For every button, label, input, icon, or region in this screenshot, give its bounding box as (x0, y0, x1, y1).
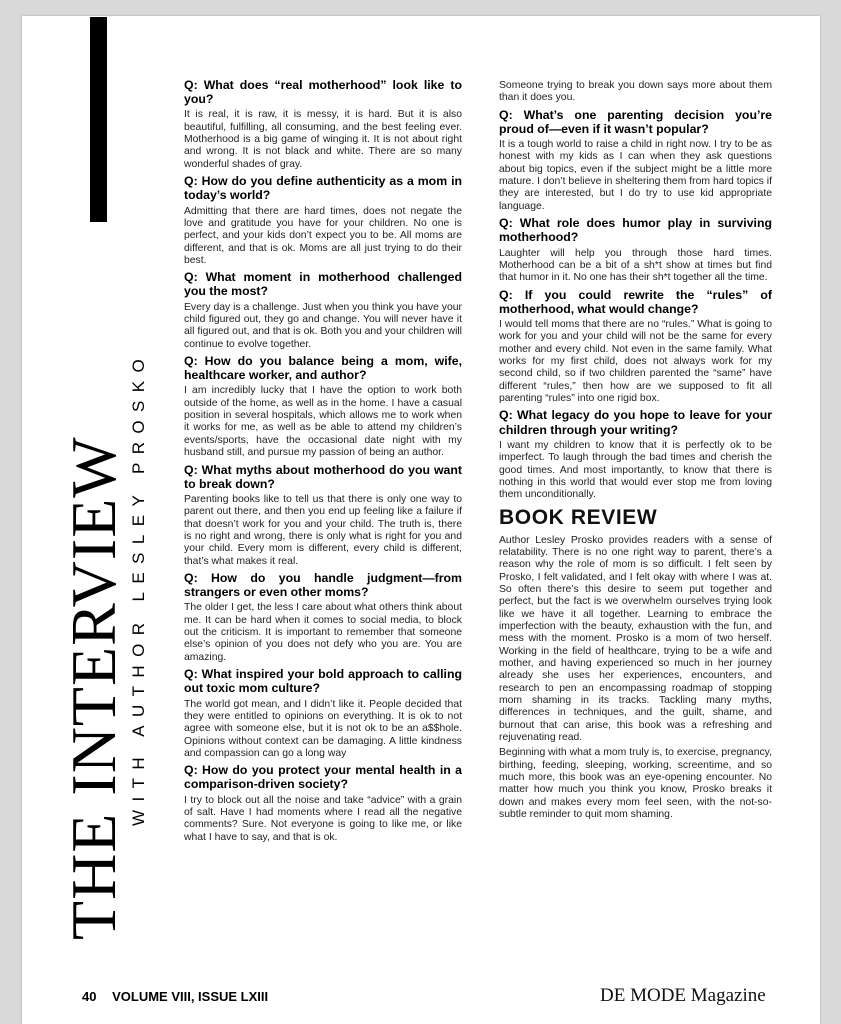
question: Q: What moment in motherhood challenged you the most? (184, 270, 462, 299)
question: Q: What’s one parenting decision you’re proud of—even if it wasn’t popular? (499, 107, 772, 136)
question: Q: If you could rewrite the “rules” of motherhood, what would change? (499, 287, 772, 316)
answer: I would tell moms that there are no “rules.” What is going to work for you and your child will not be the same for every mother and every child. Not even in the same family. What works for my first child, does not always work for my second child, so if two children parented the “same” have different “rules,” then how are we supposed to fit all parenting “rules” into one rigid box. (499, 319, 772, 405)
answer: Admitting that there are hard times, does not negate the love and gratitude you have for your children. No one is perfect, and your kids don’t expect you to be. All moms are different, and that is ok. Moms are all just trying to do their best. (184, 205, 462, 266)
qa-item (184, 667, 462, 760)
question: Q: How do you handle judgment—from strangers or even other moms? (184, 570, 462, 600)
qa-item (499, 408, 772, 501)
question: Q: How do you balance being a mom, wife, healthcare worker, and author? (184, 354, 462, 383)
qa-item (499, 108, 772, 213)
qa-item (184, 354, 462, 459)
qa-item (184, 270, 462, 351)
qa-item (184, 763, 462, 844)
answer-continuation: Someone trying to break you down says more about them than it does you. (499, 80, 772, 104)
answer: I am incredibly lucky that I have the option to work both outside of the home, as well as in the home. I have a casual position in several hospitals, which allows me to work when it works for me, as well as be able to attend my children’s events/sports, have the occasional date night with my husband still, and pursue my passion of being an author. (184, 385, 462, 459)
answer: It is a tough world to raise a child in right now. I try to be as honest with my kids as I can when they ask questions about big topics, even if the subject might be a little more mature. I don’t believe in sheltering them from hard topics if they are interested, but I do try to use kid appropriate language. (499, 139, 772, 212)
interview-subtitle: WITH AUTHOR LESLEY PROSKO (129, 350, 148, 826)
page-footer (82, 989, 268, 1004)
question: Q: What myths about motherhood do you want to break down? (184, 462, 462, 491)
qa-item (184, 463, 462, 568)
qa-item (499, 288, 772, 406)
qa-item (499, 216, 772, 284)
answer: The older I get, the less I care about what others think about me. It can be hard when it comes to social media, to block out the criticism. It is important to remember that someone else’s opinion of you does not defy who you are. You are amazing. (184, 602, 462, 663)
question: Q: What role does humor play in surviving motherhood? (499, 216, 772, 245)
question: Q: How do you define authenticity as a mom in today’s world? (184, 174, 462, 203)
qa-item (184, 174, 462, 267)
answer: I want my children to know that it is perfectly ok to be imperfect. To laugh through the bad times and cherish the good times. And most importantly, to know that there is nothing in this world that would ever stop me from loving them unconditionally. (499, 439, 772, 501)
review-paragraph: Author Lesley Prosko provides readers with a sense of relatability. There is no one right way to parent, there’s a reason why the role of mom is so difficult. I felt seen by Prosko, I felt validated, and I felt okay with where I was at. So often there’s this desire to seem put together and perfect, but the fact is we overwhelm ourselves trying look like we have it all together. Learning to embrace the imperfection with the beauty, exhaustion with the fun, and mess with the moment. Prosko is a mom of two herself. Working in the field of healthcare, trying to be a wife and mother, and having experienced so much in her journey already she uses her experiences, encounters, and research to pen an encompassing roadmap of stopping mom shaming in its tracks. Tackling many myths, differences in techniques, and the guilt, shame, and burnout that can arise, this book was a refreshing and rejuvenating read. (499, 534, 772, 744)
question: Q: What does “real motherhood” look like to you? (184, 78, 462, 107)
answer: The world got mean, and I didn’t like it. People decided that they were entitled to opinions on everything. It is ok to not agree with someone else, but it is not ok to be an a$$hole. Opinions without context can be damaging. A little kindness and compassion can go a long way (184, 698, 462, 759)
qa-item (184, 571, 462, 664)
qa-item (184, 78, 462, 171)
answer: Parenting books like to tell us that there is only one way to parent out there, and then you end up feeling like a failure if that doesn’t work for you and your child. The truth is, there is no right and wrong, there is only what is right for you and your child. Every mom is different, every child is different, that’s what makes it real. (184, 493, 462, 567)
answer: I try to block out all the noise and take “advice” with a grain of salt. Have I had moments where I read all the negative comments? Sure. Not everyone is going to like me, or like what I have to say, and that is ok. (184, 794, 462, 843)
left-column (184, 78, 462, 847)
magazine-name: DE MODE Magazine (600, 985, 766, 1006)
answer: Laughter will help you through those hard times. Motherhood can be a bit of a sh*t show at times but find that humor in it. No one has their sh*t together all the time. (499, 247, 772, 284)
book-review-heading: BOOK REVIEW (499, 505, 658, 529)
question: Q: What legacy do you hope to leave for your children through your writing? (499, 408, 772, 437)
question: Q: What inspired your bold approach to calling out toxic mom culture? (184, 667, 462, 696)
decorative-bar (90, 17, 107, 222)
issue-label: VOLUME VIII, ISSUE LXIII (112, 989, 269, 1004)
magazine-page (22, 16, 820, 1024)
answer: Every day is a challenge. Just when you think you have your child figured out, they go and change. You will never have it all figured out, and that is ok. Both you and your children will continue to evolve together. (184, 301, 462, 350)
answer: It is real, it is raw, it is messy, it is hard. But it is also beautiful, fulfilling, all consuming, and the best feeling ever. Motherhood is a big game of winging it. It is not about right and wrong. It is not black and white. There are so many wonderful shades of gray. (184, 109, 462, 170)
review-paragraph: Beginning with what a mom truly is, to exercise, pregnancy, birthing, feeding, sleeping, working, screentime, and so much more, this book was an eye-opening encounter. No matter how much you think you know, Prosko breaks it down and makes every mom feel seen, with the not-so-subtle reminder to quit mom shaming. (499, 747, 772, 821)
interview-title: THE INTERVIEW (58, 436, 129, 940)
question: Q: How do you protect your mental health in a comparison-driven society? (184, 763, 462, 792)
right-column (499, 80, 772, 824)
page-number: 40 (82, 989, 97, 1004)
